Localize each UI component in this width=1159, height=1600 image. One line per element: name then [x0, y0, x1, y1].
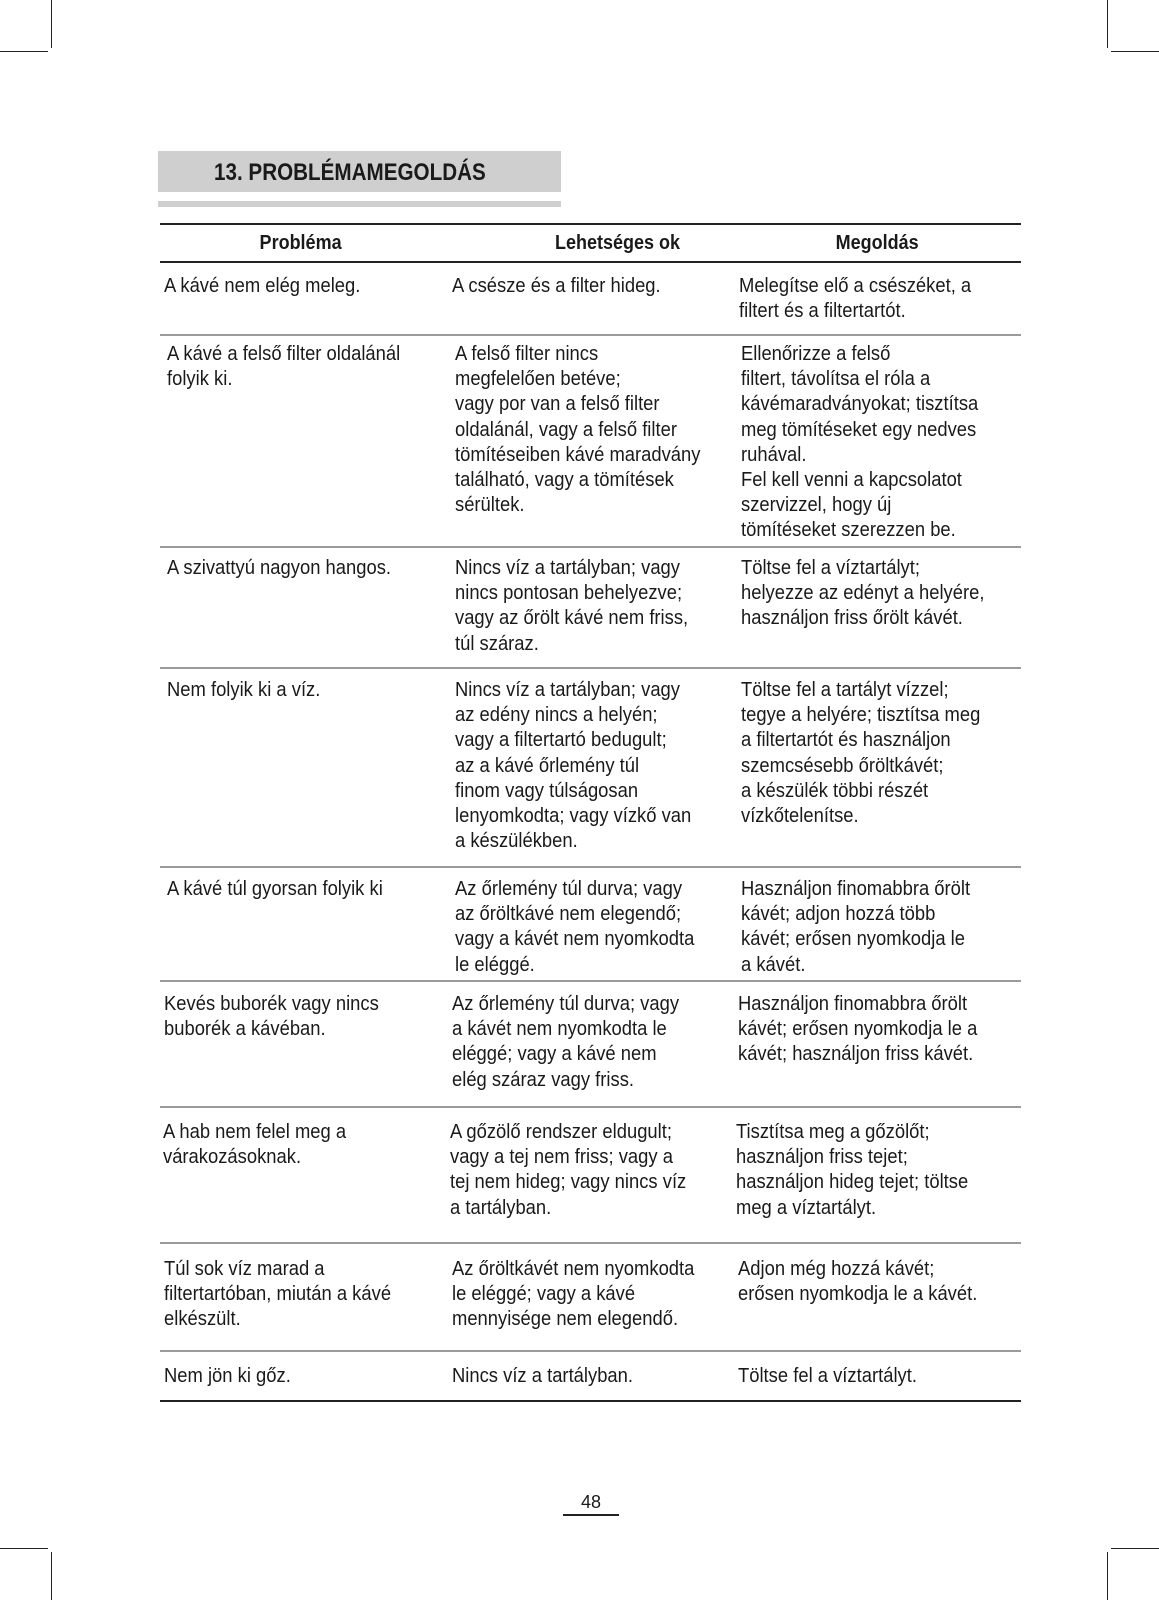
cell-cause: Nincs víz a tartályban; vagy az edény nincs a helyén; vagy a filtertartó bedugult; az a kávé őrlemény túl finom vagy túlságosan lenyomkodta; vagy vízkő van a készülékben. [455, 679, 692, 853]
cell-problem: A szivattyú nagyon hangos. [167, 557, 392, 579]
cell-problem: Túl sok víz marad a filtertartóban, miután a kávé elkészült. [164, 1258, 392, 1331]
row-separator [160, 1242, 1021, 1244]
cell-cause: Az őrlemény túl durva; vagy a kávét nem nyomkodta le eléggé; vagy a kávé nem elég száraz vagy friss. [452, 993, 680, 1091]
cell-problem: A kávé nem elég meleg. [164, 275, 361, 297]
row-separator [160, 1350, 1021, 1352]
column-header-solution: Megoldás [835, 232, 919, 254]
row-separator [160, 980, 1021, 982]
crop-mark [0, 1548, 48, 1549]
cell-solution: Ellenőrizze a felső filtert, távolítsa el róla a kávémaradványokat; tisztítsa meg tömítéseket egy nedves ruhával. Fel kell venni a kapcsolatot szervizzel, hogy új tömítéseket szerezzen be. [741, 343, 979, 542]
crop-mark [1107, 1552, 1108, 1600]
row-separator [160, 1106, 1021, 1108]
cell-solution: Adjon még hozzá kávét; erősen nyomkodja le a kávét. [738, 1258, 978, 1306]
table-header-rule [160, 261, 1021, 263]
row-separator [160, 334, 1021, 336]
cell-cause: A csésze és a filter hideg. [452, 275, 661, 297]
cell-problem: Nem jön ki gőz. [164, 1365, 291, 1387]
cell-problem: A kávé túl gyorsan folyik ki [167, 878, 383, 900]
table-bottom-rule [160, 1400, 1021, 1402]
cell-cause: Az őröltkávét nem nyomkodta le eléggé; vagy a kávé mennyisége nem elegendő. [452, 1258, 695, 1331]
row-separator [160, 667, 1021, 669]
cell-solution: Töltse fel a tartályt vízzel; tegye a helyére; tisztítsa meg a filtertartót és használjon szemcsésebb őröltkávét; a készülék többi részét vízkőtelenítse. [741, 679, 981, 828]
table-top-rule [160, 223, 1021, 225]
cell-solution: Melegítse elő a csészéket, a filtert és a filtertartót. [739, 275, 972, 323]
crop-mark [1111, 51, 1159, 52]
cell-cause: Az őrlemény túl durva; vagy az őröltkávé nem elegendő; vagy a kávét nem nyomkodta le eléggé. [455, 878, 695, 976]
crop-mark [1107, 0, 1108, 48]
heading-underline [158, 201, 561, 207]
column-header-problem: Probléma [259, 232, 342, 254]
crop-mark [51, 1552, 52, 1600]
cell-cause: A felső filter nincs megfelelően betéve; vagy por van a felső filter oldalánál, vagy a felső filter tömítéseiben kávé maradvány található, vagy a tömítések sérültek. [455, 343, 701, 517]
page-number: 48 [580, 1492, 602, 1512]
section-heading [158, 151, 561, 192]
cell-problem: A hab nem felel meg a várakozásoknak. [163, 1121, 347, 1169]
column-header-cause: Lehetséges ok [554, 232, 681, 254]
row-separator [160, 546, 1021, 548]
cell-solution: Töltse fel a víztartályt; helyezze az edényt a helyére, használjon friss őrölt kávét. [741, 557, 985, 630]
cell-solution: Használjon finomabbra őrölt kávét; adjon hozzá több kávét; erősen nyomkodja le a kávét. [741, 878, 971, 976]
cell-solution: Használjon finomabbra őrölt kávét; erősen nyomkodja le a kávét; használjon friss kávét. [738, 993, 978, 1066]
crop-mark [0, 51, 48, 52]
cell-cause: Nincs víz a tartályban. [452, 1365, 634, 1387]
cell-problem: Nem folyik ki a víz. [167, 679, 321, 701]
section-title: 13. PROBLÉMAMEGOLDÁS [214, 159, 486, 186]
cell-solution: Töltse fel a víztartályt. [738, 1365, 917, 1387]
cell-cause: A gőzölő rendszer eldugult; vagy a tej nem friss; vagy a tej nem hideg; vagy nincs víz a tartályban. [450, 1121, 687, 1219]
row-separator [160, 866, 1021, 868]
page-number-underline [563, 1514, 619, 1516]
cell-problem: A kávé a felső filter oldalánál folyik ki. [167, 343, 401, 391]
crop-mark [51, 0, 52, 48]
cell-problem: Kevés buborék vagy nincs buborék a kávéban. [164, 993, 379, 1041]
cell-cause: Nincs víz a tartályban; vagy nincs pontosan behelyezve; vagy az őrölt kávé nem friss, túl száraz. [455, 557, 689, 655]
cell-solution: Tisztítsa meg a gőzölőt; használjon friss tejet; használjon hideg tejet; töltse meg a víztartályt. [736, 1121, 969, 1219]
crop-mark [1111, 1548, 1159, 1549]
